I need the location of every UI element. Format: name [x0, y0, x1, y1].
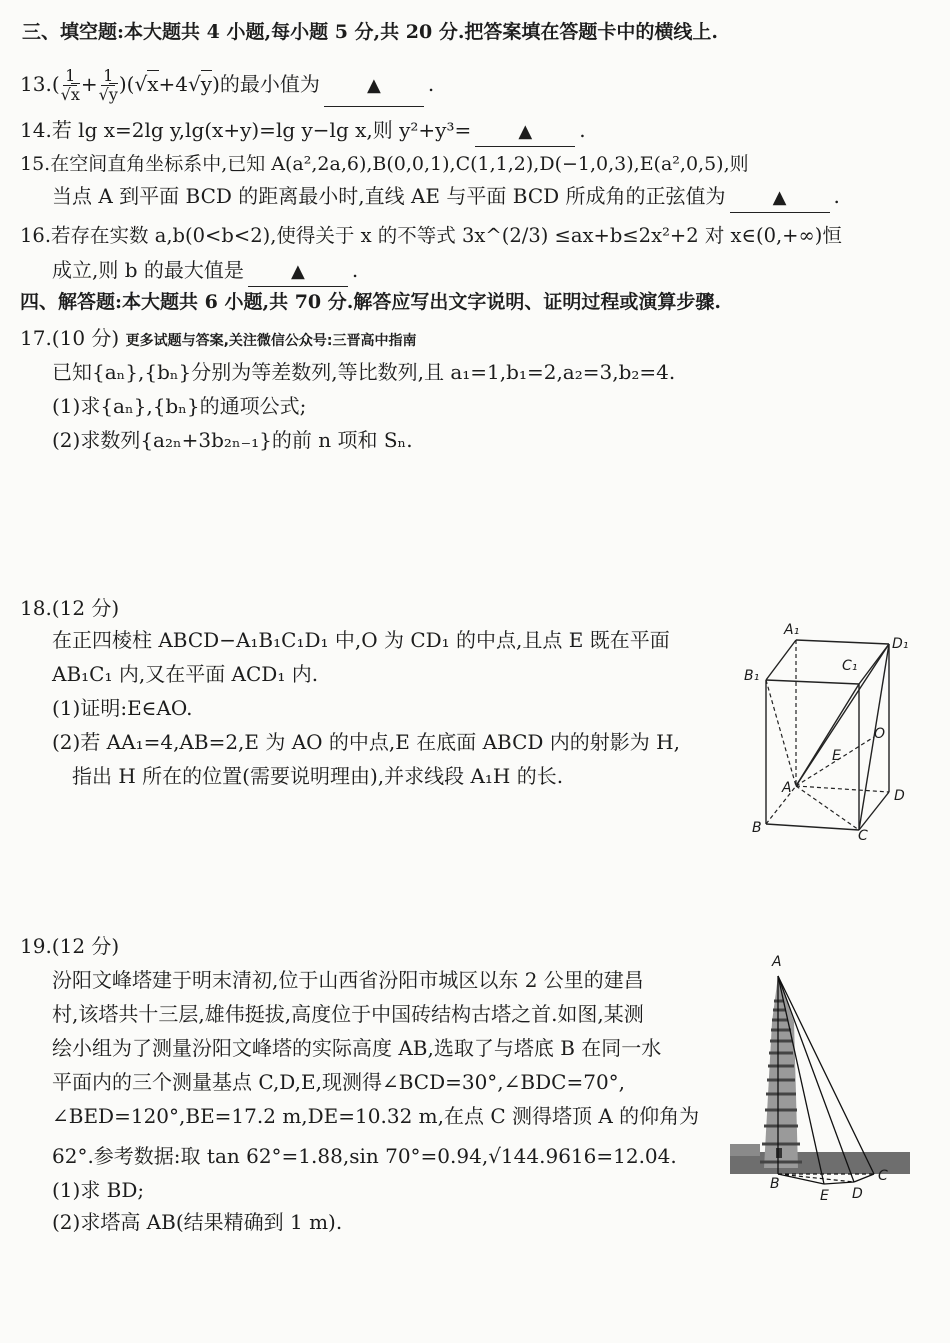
question-17-header: 17.(10 分) 更多试题与答案,关注微信公众号:三晋高中指南 [20, 326, 417, 350]
question-17-stem: 已知{aₙ},{bₙ}分别为等差数列,等比数列,且 a₁=1,b₁=2,a₂=3,b₂=4. [52, 360, 676, 384]
question-17-part-1: (1)求{aₙ},{bₙ}的通项公式; [52, 394, 307, 418]
label-e: E [832, 748, 841, 764]
question-19-line-2: 村,该塔共十三层,雄伟挺拔,高度位于中国砖结构古塔之首.如图,某测 [52, 1002, 644, 1026]
edge-b1-a1 [766, 640, 796, 680]
label-c1: C₁ [842, 658, 858, 674]
question-number: 16. [20, 224, 52, 247]
line-b-e [778, 1174, 824, 1184]
line-d-c [854, 1174, 874, 1182]
hidden-edge-a-d [796, 786, 889, 792]
question-18-stem-2: AB₁C₁ 内,又在平面 ACD₁ 内. [52, 662, 319, 686]
question-18-header: 18.(12 分) [20, 596, 120, 620]
question-19-line-6: 62°.参考数据:取 tan 62°=1.88,sin 70°=0.94,√144.9616=12.04. [52, 1144, 677, 1168]
label-a: A [782, 780, 792, 796]
question-19-part-2: (2)求塔高 AB(结果精确到 1 m). [52, 1210, 343, 1234]
fraction-1-over-sqrt-y: $\frac{1}{√y}$ [98, 66, 118, 104]
edge-a1-d1 [796, 640, 889, 644]
edge-b1-c1 [766, 680, 859, 684]
question-14: 14.若 lg x=2lg y,lg(x+y)=lg y−lg x,则 y²+y³= ▲ . [20, 116, 586, 147]
hidden-diag-a-c [796, 786, 859, 830]
answer-blank[interactable] [730, 182, 830, 213]
question-number: 14. [20, 118, 52, 142]
edge-c-d [859, 792, 889, 830]
line-b-d [778, 1174, 854, 1182]
answer-marker-icon: ▲ [290, 261, 305, 282]
prism-diagram [744, 620, 914, 850]
prism-figure [744, 620, 914, 850]
question-15-line-1: 15.在空间直角坐标系中,已知 A(a²,2a,6),B(0,0,1),C(1,1,2),D(−1,0,3),E(a²,0,5),则 [20, 153, 749, 175]
question-13: 13.( $\frac{1}{√x}$ + $\frac{1}{√y}$ )(√x+4√y)的最小值为 ▲ . [20, 64, 434, 107]
label-d: D [852, 1186, 863, 1202]
question-19-header: 19.(12 分) [20, 934, 120, 958]
label-o: O [874, 726, 886, 742]
answer-blank[interactable] [324, 64, 424, 107]
question-19-line-3: 绘小组为了测量汾阳文峰塔的实际高度 AB,选取了与塔底 B 在同一水 [52, 1036, 662, 1060]
question-17-part-2: (2)求数列{a₂ₙ+3b₂ₙ₋₁}的前 n 项和 Sₙ. [52, 428, 413, 452]
pagoda-tower-icon [760, 976, 802, 1168]
hidden-line-b1-a [766, 680, 796, 786]
question-18-stem-1: 在正四棱柱 ABCD−A₁B₁C₁D₁ 中,O 为 CD₁ 的中点,且点 E 既在平面 [52, 628, 670, 652]
question-number: 15. [20, 153, 51, 175]
question-19-line-1: 汾阳文峰塔建于明末清初,位于山西省汾阳市城区以东 2 公里的建昌 [52, 968, 644, 992]
section-4-header: 四、解答题:本大题共 6 小题,共 70 分.解答应写出文字说明、证明过程或演算步骤. [20, 291, 721, 313]
question-number: 13. [20, 72, 52, 96]
fraction-1-over-sqrt-x: $\frac{1}{√x}$ [60, 66, 80, 104]
question-16-line-2: 成立,则 b 的最大值是 ▲ . [52, 256, 358, 287]
label-c: C [878, 1168, 888, 1184]
answer-marker-icon: ▲ [772, 187, 787, 208]
pagoda-figure [726, 954, 916, 1212]
edge-b-c [766, 824, 859, 830]
answer-marker-icon: ▲ [518, 121, 533, 142]
label-c: C [858, 828, 868, 844]
question-15-line-2: 当点 A 到平面 BCD 的距离最小时,直线 AE 与平面 BCD 所成角的正弦值为 ▲ . [52, 182, 840, 213]
question-18-part-2b: 指出 H 所在的位置(需要说明理由),并求线段 A₁H 的长. [72, 764, 564, 788]
answer-blank[interactable] [475, 116, 575, 147]
question-19-part-1: (1)求 BD; [52, 1178, 145, 1202]
question-19-line-4: 平面内的三个测量基点 C,D,E,现测得∠BCD=30°,∠BDC=70°, [52, 1070, 626, 1094]
label-a: A [772, 954, 782, 970]
question-18-part-2a: (2)若 AA₁=4,AB=2,E 为 AO 的中点,E 在底面 ABCD 内的射影为 H, [52, 730, 680, 754]
question-18-part-1: (1)证明:E∈AO. [52, 696, 193, 720]
label-d1: D₁ [892, 636, 909, 652]
question-19-line-5: ∠BED=120°,BE=17.2 m,DE=10.32 m,在点 C 测得塔顶 A 的仰角为 [52, 1104, 700, 1128]
label-a1: A₁ [784, 622, 800, 638]
section-3-header: 三、填空题:本大题共 4 小题,每小题 5 分,共 20 分.把答案填在答题卡中的横线上. [22, 21, 719, 43]
promo-notice: 更多试题与答案,关注微信公众号:三晋高中指南 [125, 333, 417, 349]
label-d: D [894, 788, 905, 804]
answer-blank[interactable] [248, 256, 348, 287]
line-e-d [824, 1182, 854, 1184]
label-e: E [820, 1188, 829, 1204]
label-b: B [770, 1176, 780, 1192]
line-a-c1 [796, 684, 859, 786]
label-b1: B₁ [744, 668, 760, 684]
answer-marker-icon: ▲ [366, 75, 381, 96]
label-b: B [752, 820, 762, 836]
question-16-line-1: 16.若存在实数 a,b(0<b<2),使得关于 x 的不等式 3x^(2/3) ≤ax+b≤2x²+2 对 x∈(0,+∞)恒 [20, 224, 842, 247]
